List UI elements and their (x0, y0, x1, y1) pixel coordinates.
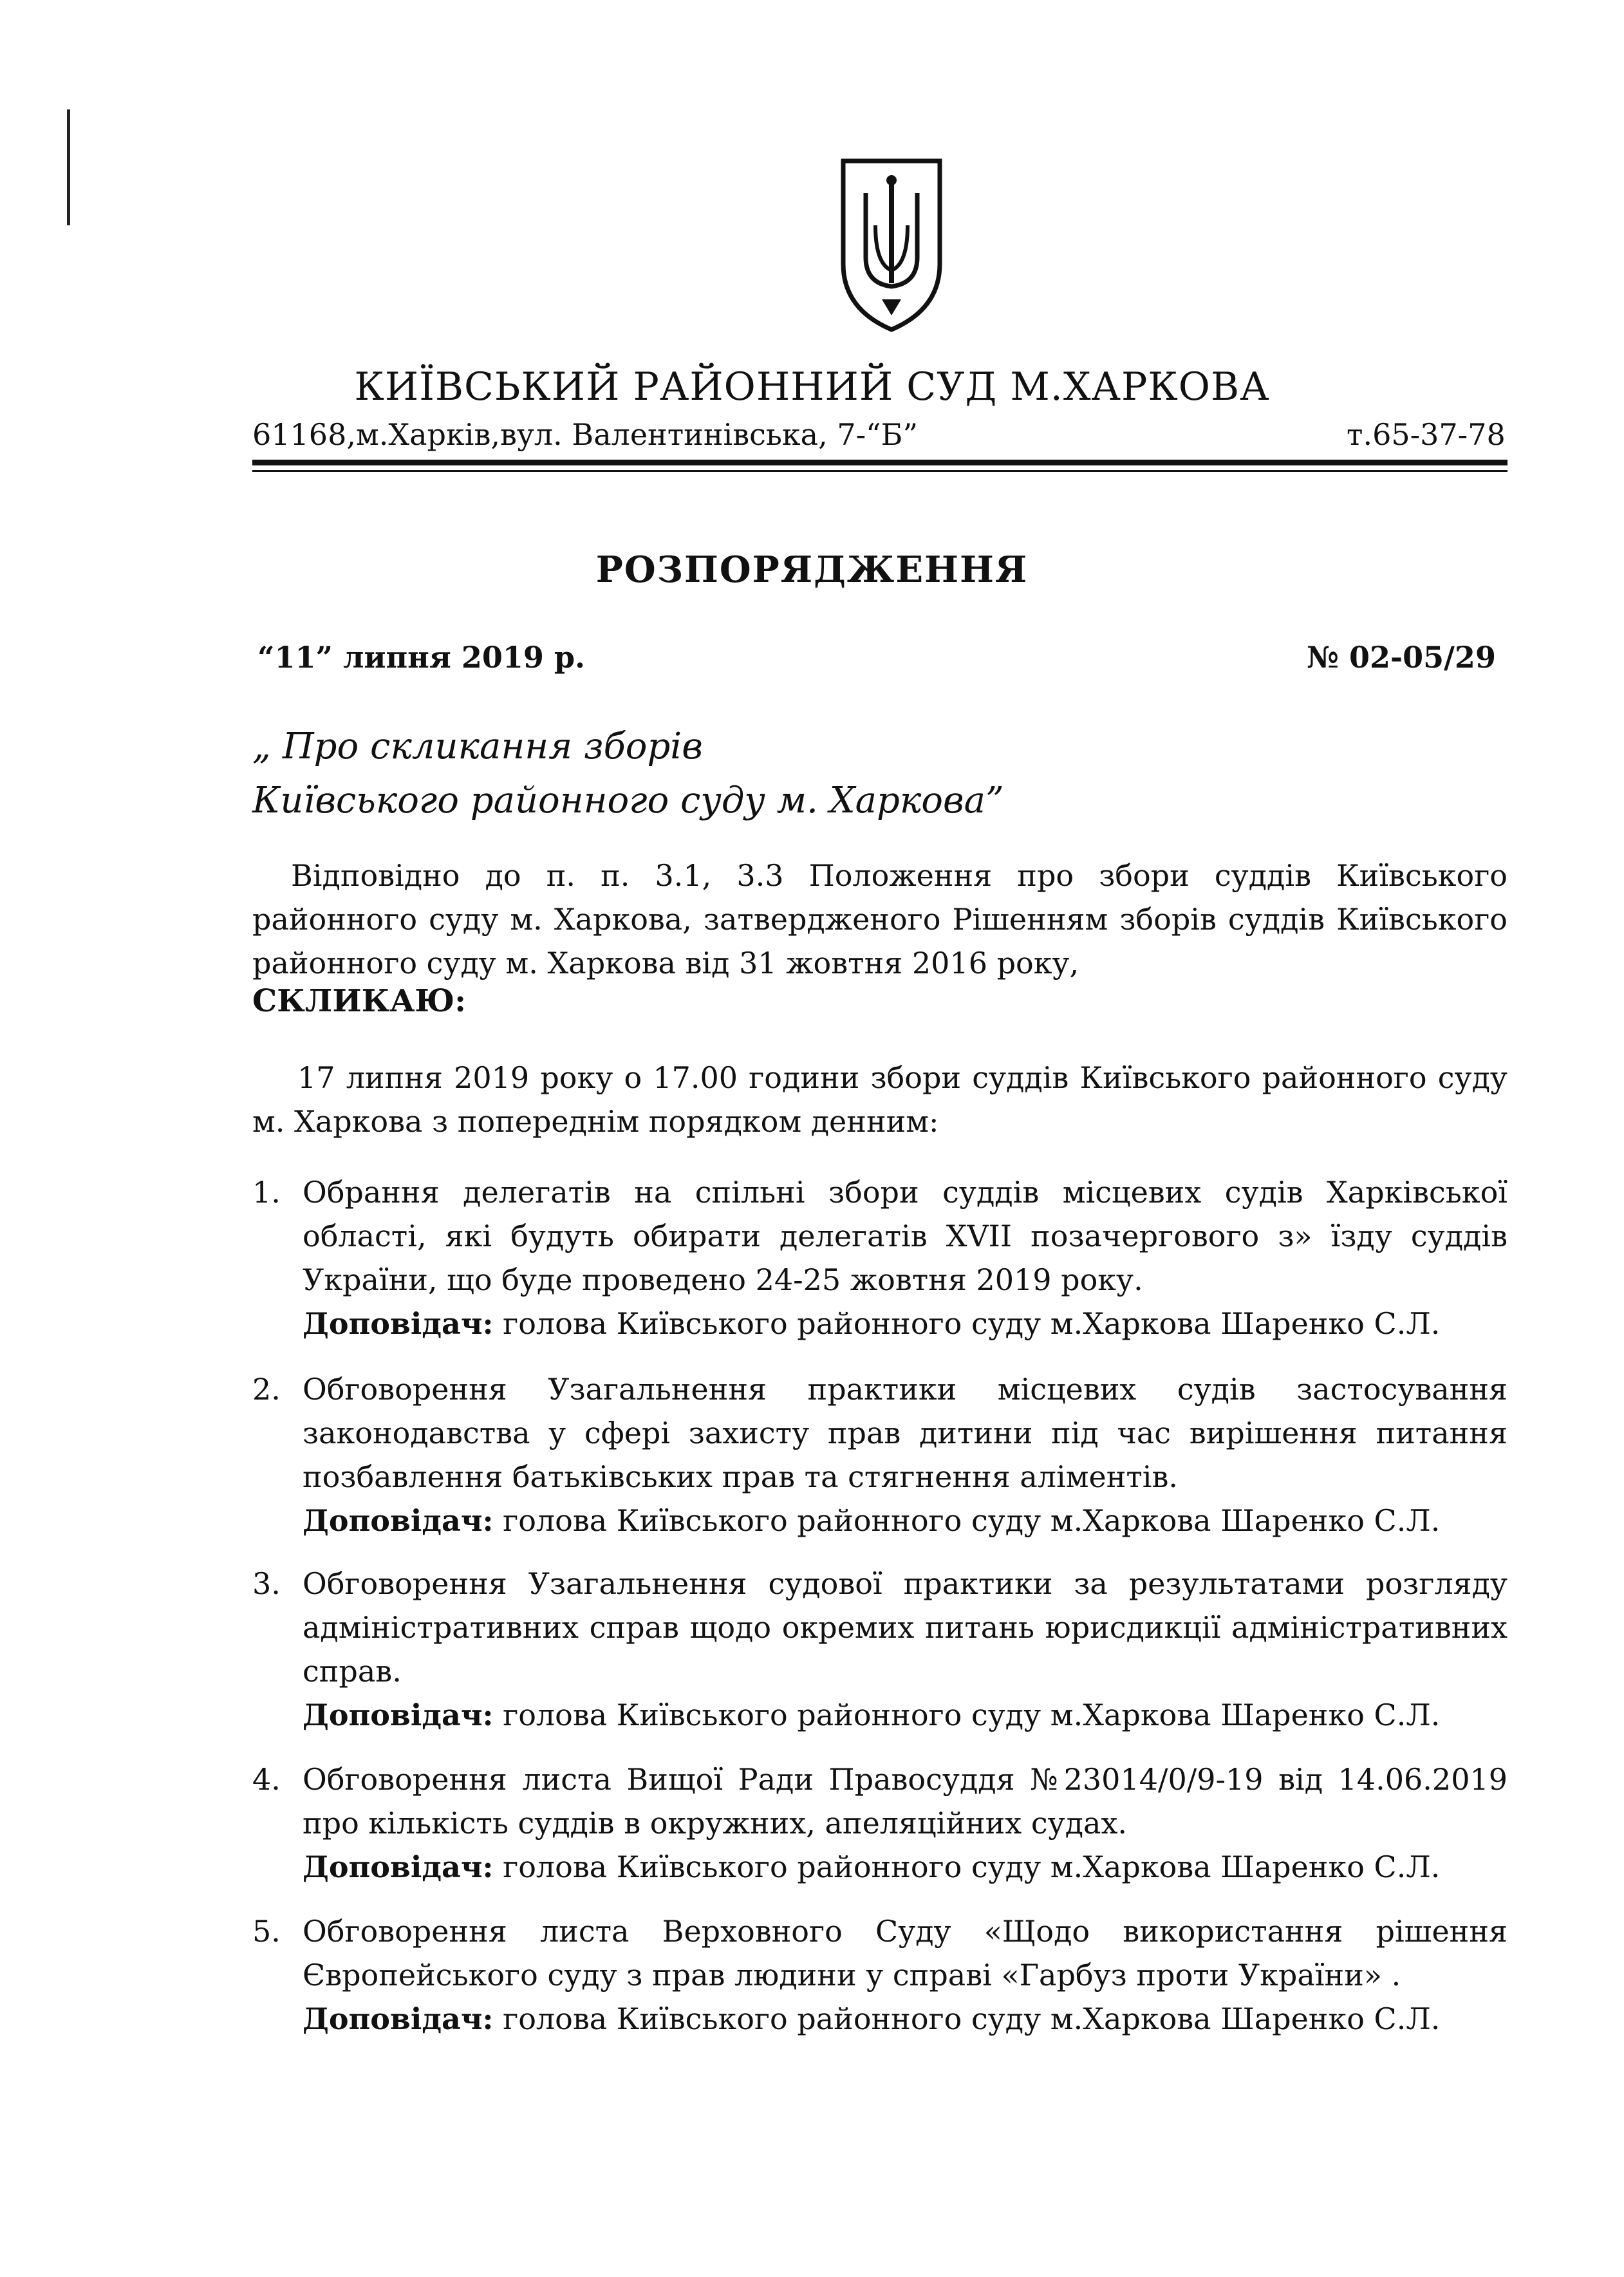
agenda-item-speaker (303, 1997, 1507, 2041)
document-title: РОЗПОРЯДЖЕННЯ (595, 548, 1029, 591)
agenda-item-speaker (303, 1693, 1507, 1737)
preamble-paragraph: Відповідно до п. п. 3.1, 3.3 Положення про збори суддів Київського районного суду м. Харкова, затвердженого Рішенням зборів суддів Київського районного суду м. Харкова від 31 жовтня 2016 року, (252, 858, 1507, 980)
agenda-item-number: 5. (252, 1914, 281, 1949)
speaker-label: Доповідач: (303, 1698, 494, 1732)
speaker-label: Доповідач: (303, 1503, 494, 1538)
meeting-paragraph: 17 липня 2019 року о 17.00 години збори суддів Київського районного суду м. Харкова з попереднім порядком денним: (252, 1060, 1507, 1139)
court-address: 61168,м.Харків,вул. Валентинівська, 7-“Б” (252, 417, 918, 452)
speaker-name: голова Київського районного суду м.Харкова Шаренко С.Л. (493, 2001, 1441, 2036)
agenda-item-number: 1. (252, 1175, 281, 1210)
agenda-item (252, 1757, 1507, 1889)
agenda-item-speaker (303, 1845, 1507, 1889)
document-date: “11” липня 2019 р. (257, 640, 586, 675)
speaker-label: Доповідач: (303, 1306, 494, 1341)
scan-mark (67, 109, 70, 225)
agenda-item (252, 1170, 1507, 1345)
convene-heading: СКЛИКАЮ: (252, 983, 466, 1019)
agenda-item (252, 1909, 1507, 2041)
agenda-item-text: Обговорення листа Верховного Суду «Щодо використання рішення Європейського суду з прав людини у справі «Гарбуз проти України» . (303, 1914, 1507, 1992)
header-rule-thick (252, 460, 1507, 465)
agenda-item-number: 4. (252, 1762, 281, 1797)
subject-line-1: „ Про скликання зборів (252, 726, 703, 767)
agenda-item-text: Обговорення Узагальнення судової практики за результатами розгляду адміністративних справ щодо окремих питань юрисдикції адміністративних справ. (303, 1566, 1507, 1689)
court-phone: т.65-37-78 (1347, 417, 1506, 452)
agenda-item (252, 1562, 1507, 1737)
coat-of-arms-icon (837, 155, 946, 335)
agenda-item-text: Обговорення Узагальнення практики місцевих судів застосування законодавства у сфері захисту прав дитини під час вирішення питання позбавлення батьківських прав та стягнення аліментів. (303, 1372, 1507, 1494)
speaker-name: голова Київського районного суду м.Харкова Шаренко С.Л. (493, 1698, 1441, 1732)
speaker-label: Доповідач: (303, 1850, 494, 1884)
speaker-name: голова Київського районного суду м.Харкова Шаренко С.Л. (493, 1850, 1441, 1884)
speaker-label: Доповідач: (303, 2001, 494, 2036)
agenda-item-speaker (303, 1499, 1507, 1542)
agenda-item-speaker (303, 1302, 1507, 1345)
agenda-item-text: Обговорення листа Вищої Ради Правосуддя №23014/0/9-19 від 14.06.2019 про кількість суддів в окружних, апеляційних судах. (303, 1762, 1507, 1841)
agenda-item-text: Обрання делегатів на спільні збори суддів місцевих судів Харківської області, які будуть обирати делегатів XVII позачергового з» їзду суддів України, що буде проведено 24-25 жовтня 2019 року. (303, 1175, 1507, 1297)
document-subject (252, 720, 1004, 828)
agenda-item-number: 2. (252, 1372, 281, 1407)
subject-line-2: Київського районного суду м. Харкова” (252, 780, 1004, 821)
document-number: № 02-05/29 (1307, 640, 1496, 675)
agenda-item (252, 1367, 1507, 1542)
speaker-name: голова Київського районного суду м.Харкова Шаренко С.Л. (493, 1306, 1441, 1341)
agenda-item-number: 3. (252, 1566, 281, 1601)
header-rule-thin (252, 470, 1507, 472)
court-name: КИЇВСЬКИЙ РАЙОННИЙ СУД М.ХАРКОВА (354, 364, 1270, 409)
speaker-name: голова Київського районного суду м.Харкова Шаренко С.Л. (493, 1503, 1441, 1538)
